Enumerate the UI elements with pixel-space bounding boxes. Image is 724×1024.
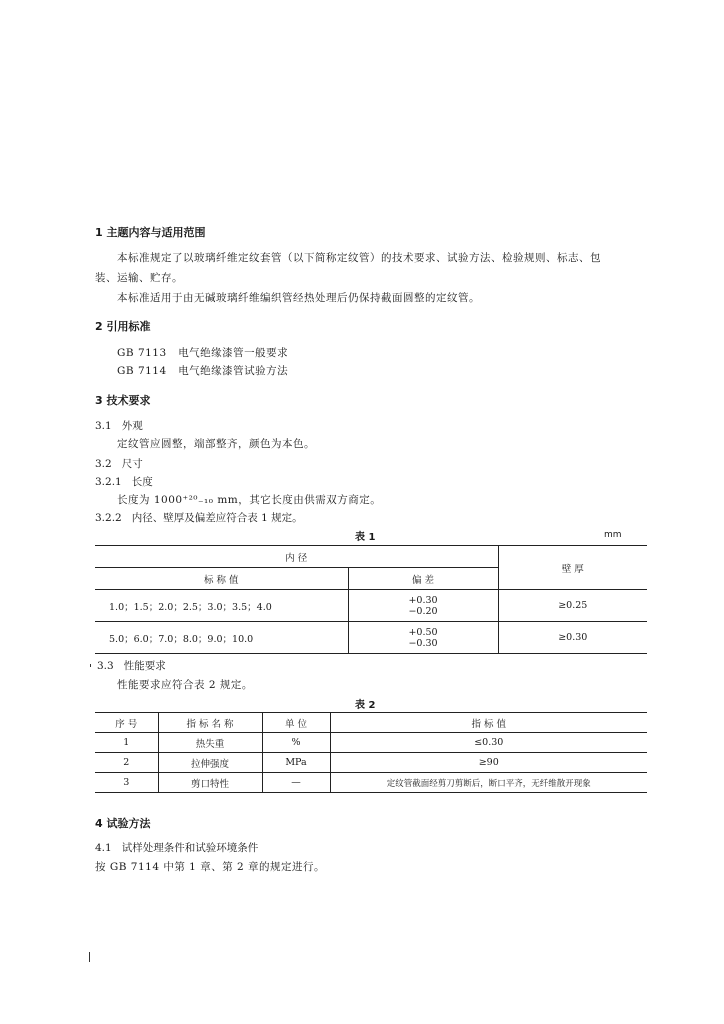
table-1-header-nominal: 标 称 值 xyxy=(95,568,348,590)
tolerance-plus: +0.30 xyxy=(408,594,438,606)
table-2-name-cell: 热失重 xyxy=(158,733,262,753)
table-2-value-cell: 定纹管截面经剪刀剪断后，断口平齐，无纤维散开现象 xyxy=(330,773,647,793)
reference-code: GB 7113 xyxy=(117,347,167,359)
table-2-header-name: 指 标 名 称 xyxy=(158,713,262,733)
reference-title: 电气绝缘漆管一般要求 xyxy=(178,347,289,359)
tolerance-minus: −0.20 xyxy=(408,605,438,617)
subsection-number: 3.2 xyxy=(95,458,112,470)
table-1-tolerance-cell xyxy=(348,590,498,622)
table-2-name-cell: 剪口特性 xyxy=(158,773,262,793)
section-1-heading: 1 主题内容与适用范围 xyxy=(95,226,206,239)
table-1-nominal-cell: 1.0；1.5；2.0；2.5；3.0；3.5；4.0 xyxy=(95,590,348,622)
subsection-number: 3.2.2 xyxy=(95,512,122,524)
table-1-header-inner-diameter: 内 径 xyxy=(95,546,498,568)
table-1-wall-cell: ≥0.30 xyxy=(498,622,647,654)
subsection-3-3-text: 性能要求应符合表 2 规定。 xyxy=(117,679,253,691)
section-2-heading: 2 引用标准 xyxy=(95,320,151,333)
table-1-caption: 表 1 xyxy=(355,532,376,543)
table-row xyxy=(95,590,647,622)
table-2-caption: 表 2 xyxy=(355,700,376,711)
table-2-header-unit: 单 位 xyxy=(262,713,330,733)
subsection-title: 试样处理条件和试验环境条件 xyxy=(121,842,259,854)
tolerance-minus: −0.30 xyxy=(408,637,438,649)
table-2-unit-cell: % xyxy=(262,733,330,753)
subsection-3-2-heading xyxy=(95,456,143,471)
table-1-nominal-cell: 5.0；6.0；7.0；8.0；9.0；10.0 xyxy=(95,622,348,654)
section-4-heading: 4 试验方法 xyxy=(95,817,151,830)
subsection-3-1-text: 定纹管应圆整，端部整齐，颜色为本色。 xyxy=(117,438,315,450)
tolerance-plus: +0.50 xyxy=(408,626,438,638)
subsection-number: 4.1 xyxy=(95,842,112,854)
table-row xyxy=(95,753,647,773)
reference-item xyxy=(117,345,288,360)
table-2 xyxy=(95,712,647,793)
table-row xyxy=(95,622,647,654)
table-2-header-no: 序 号 xyxy=(95,713,158,733)
subsection-3-2-2-text xyxy=(95,510,303,525)
subsection-number: 3.3 xyxy=(97,660,114,672)
subsection-3-2-1-heading xyxy=(95,474,153,489)
subsection-4-1-text: 按 GB 7114 中第 1 章、第 2 章的规定进行。 xyxy=(95,861,326,873)
table-1-wall-cell: ≥0.25 xyxy=(498,590,647,622)
section-3-heading: 3 技术要求 xyxy=(95,394,151,407)
subsection-3-1-heading xyxy=(95,418,143,433)
reference-code: GB 7114 xyxy=(117,365,167,377)
table-1-header-wall: 壁 厚 xyxy=(498,546,647,590)
table-1-tolerance-cell xyxy=(348,622,498,654)
subsection-title: 性能要求 xyxy=(123,660,166,672)
table-2-value-cell: ≤0.30 xyxy=(330,733,647,753)
subsection-3-2-1-text: 长度为 1000⁺²⁰₋₁₀ mm，其它长度由供需双方商定。 xyxy=(117,494,382,506)
subsection-title: 尺寸 xyxy=(121,458,143,470)
table-2-name-cell: 拉伸强度 xyxy=(158,753,262,773)
table-row xyxy=(95,773,647,793)
subsection-4-1-heading xyxy=(95,840,258,855)
table-1-unit: mm xyxy=(604,530,622,540)
table-2-header-value: 指 标 值 xyxy=(330,713,647,733)
scan-mark xyxy=(89,952,90,962)
subsection-text: 内径、壁厚及偏差应符合表 1 规定。 xyxy=(131,512,303,524)
subsection-number: 3.2.1 xyxy=(95,476,122,488)
reference-item xyxy=(117,363,288,378)
table-row xyxy=(95,733,647,753)
table-2-unit-cell: — xyxy=(262,773,330,793)
subsection-number: 3.1 xyxy=(95,420,112,432)
table-1 xyxy=(95,545,647,654)
section-1-paragraph-2: 本标准适用于由无碱玻璃纤维编织管经热处理后仍保持截面圆整的定纹管。 xyxy=(117,292,480,304)
table-2-unit-cell: MPa xyxy=(262,753,330,773)
table-2-no-cell: 3 xyxy=(95,773,158,793)
section-1-paragraph-1a: 本标准规定了以玻璃纤维定纹套管（以下简称定纹管）的技术要求、试验方法、检验规则、标志、包 xyxy=(117,252,601,264)
table-1-header-tolerance: 偏 差 xyxy=(348,568,498,590)
table-2-no-cell: 1 xyxy=(95,733,158,753)
scan-mark xyxy=(90,664,91,667)
subsection-3-3-heading xyxy=(97,658,166,673)
section-1-paragraph-1b: 装、运输、贮存。 xyxy=(95,272,183,284)
subsection-title: 长度 xyxy=(131,476,153,488)
reference-title: 电气绝缘漆管试验方法 xyxy=(178,365,289,377)
table-2-value-cell: ≥90 xyxy=(330,753,647,773)
subsection-title: 外观 xyxy=(121,420,143,432)
table-2-no-cell: 2 xyxy=(95,753,158,773)
